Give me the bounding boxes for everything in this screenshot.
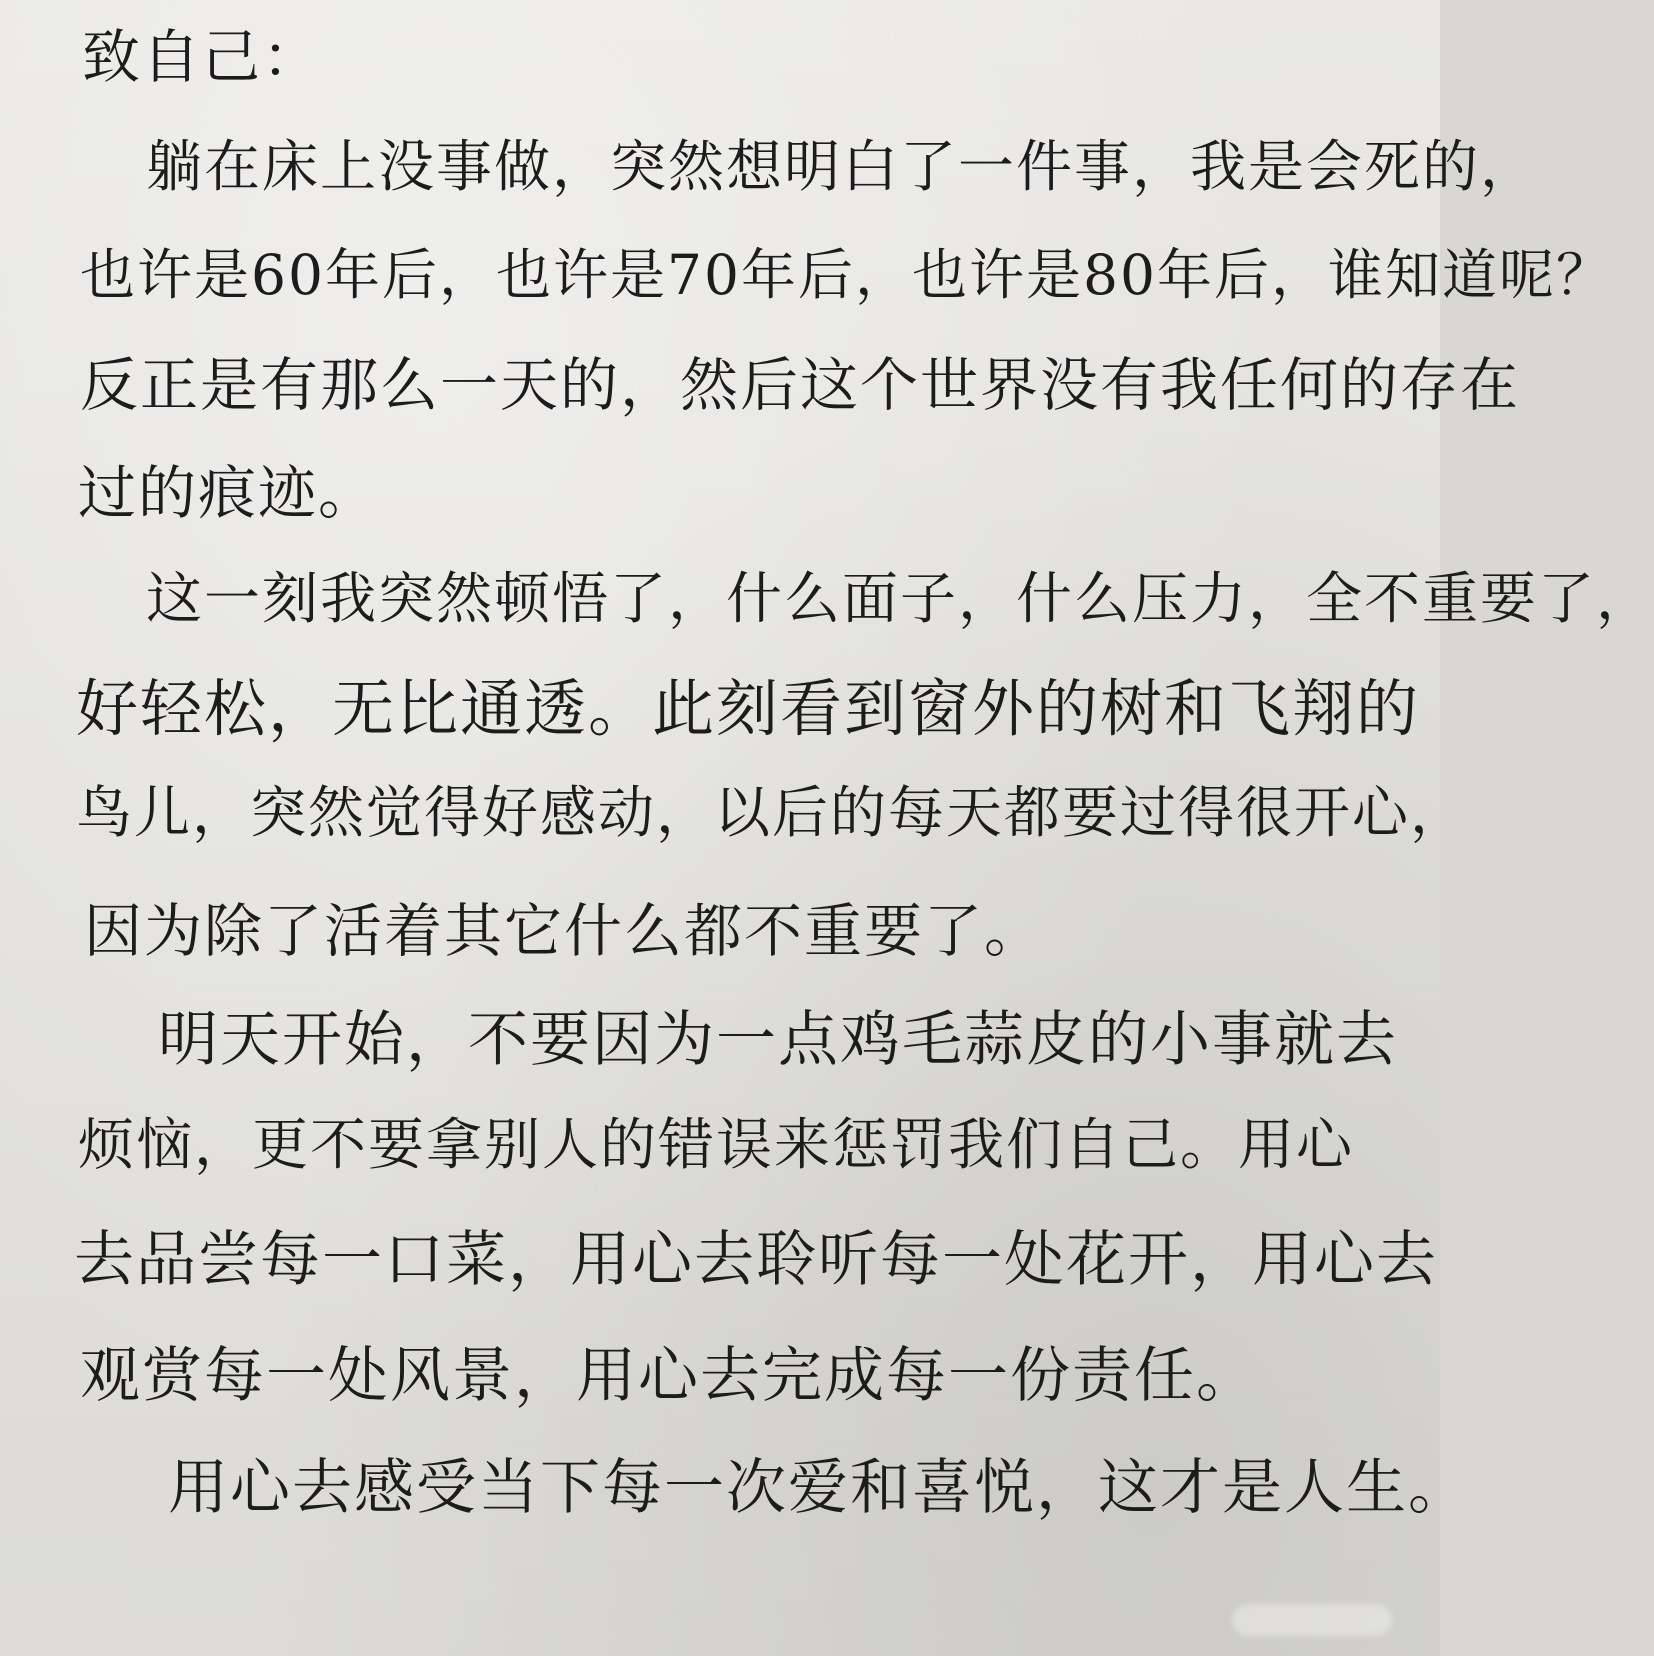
letter-line: 烦恼，更不要拿别人的错误来惩罚我们自己。用心 bbox=[78, 1113, 1354, 1178]
letter-line: 也许是60年后，也许是70年后，也许是80年后，谁知道呢？ bbox=[80, 243, 1613, 307]
letter-line: 去品尝每一口菜，用心去聆听每一处花开，用心去 bbox=[74, 1225, 1438, 1295]
letter-line: 反正是有那么一天的，然后这个世界没有我任何的存在 bbox=[80, 351, 1521, 419]
salutation: 致自己： bbox=[82, 23, 323, 91]
letter-line: 好轻松，无比通透。此刻看到窗外的树和飞翔的 bbox=[76, 672, 1421, 745]
letter-line: 鸟儿，突然觉得好感动，以后的每天都要过得很开心， bbox=[76, 781, 1468, 846]
letter-line: 过的痕迹。 bbox=[78, 459, 379, 527]
letter-line: 因为除了活着其它什么都不重要了。 bbox=[84, 897, 1045, 965]
letter-line: 明天开始，不要因为一点鸡毛蒜皮的小事就去 bbox=[158, 1005, 1398, 1075]
letter-line: 这一刻我突然顿悟了，什么面子，什么压力，全不重要了， bbox=[146, 567, 1654, 632]
letter-line: 用心去感受当下每一次爱和喜悦，这才是人生。 bbox=[168, 1453, 1470, 1523]
letter-line: 躺在床上没事做，突然想明白了一件事，我是会死的， bbox=[146, 135, 1538, 200]
watermark bbox=[1232, 1604, 1392, 1636]
letter-line: 观赏每一处风景，用心去完成每一份责任。 bbox=[80, 1341, 1258, 1411]
